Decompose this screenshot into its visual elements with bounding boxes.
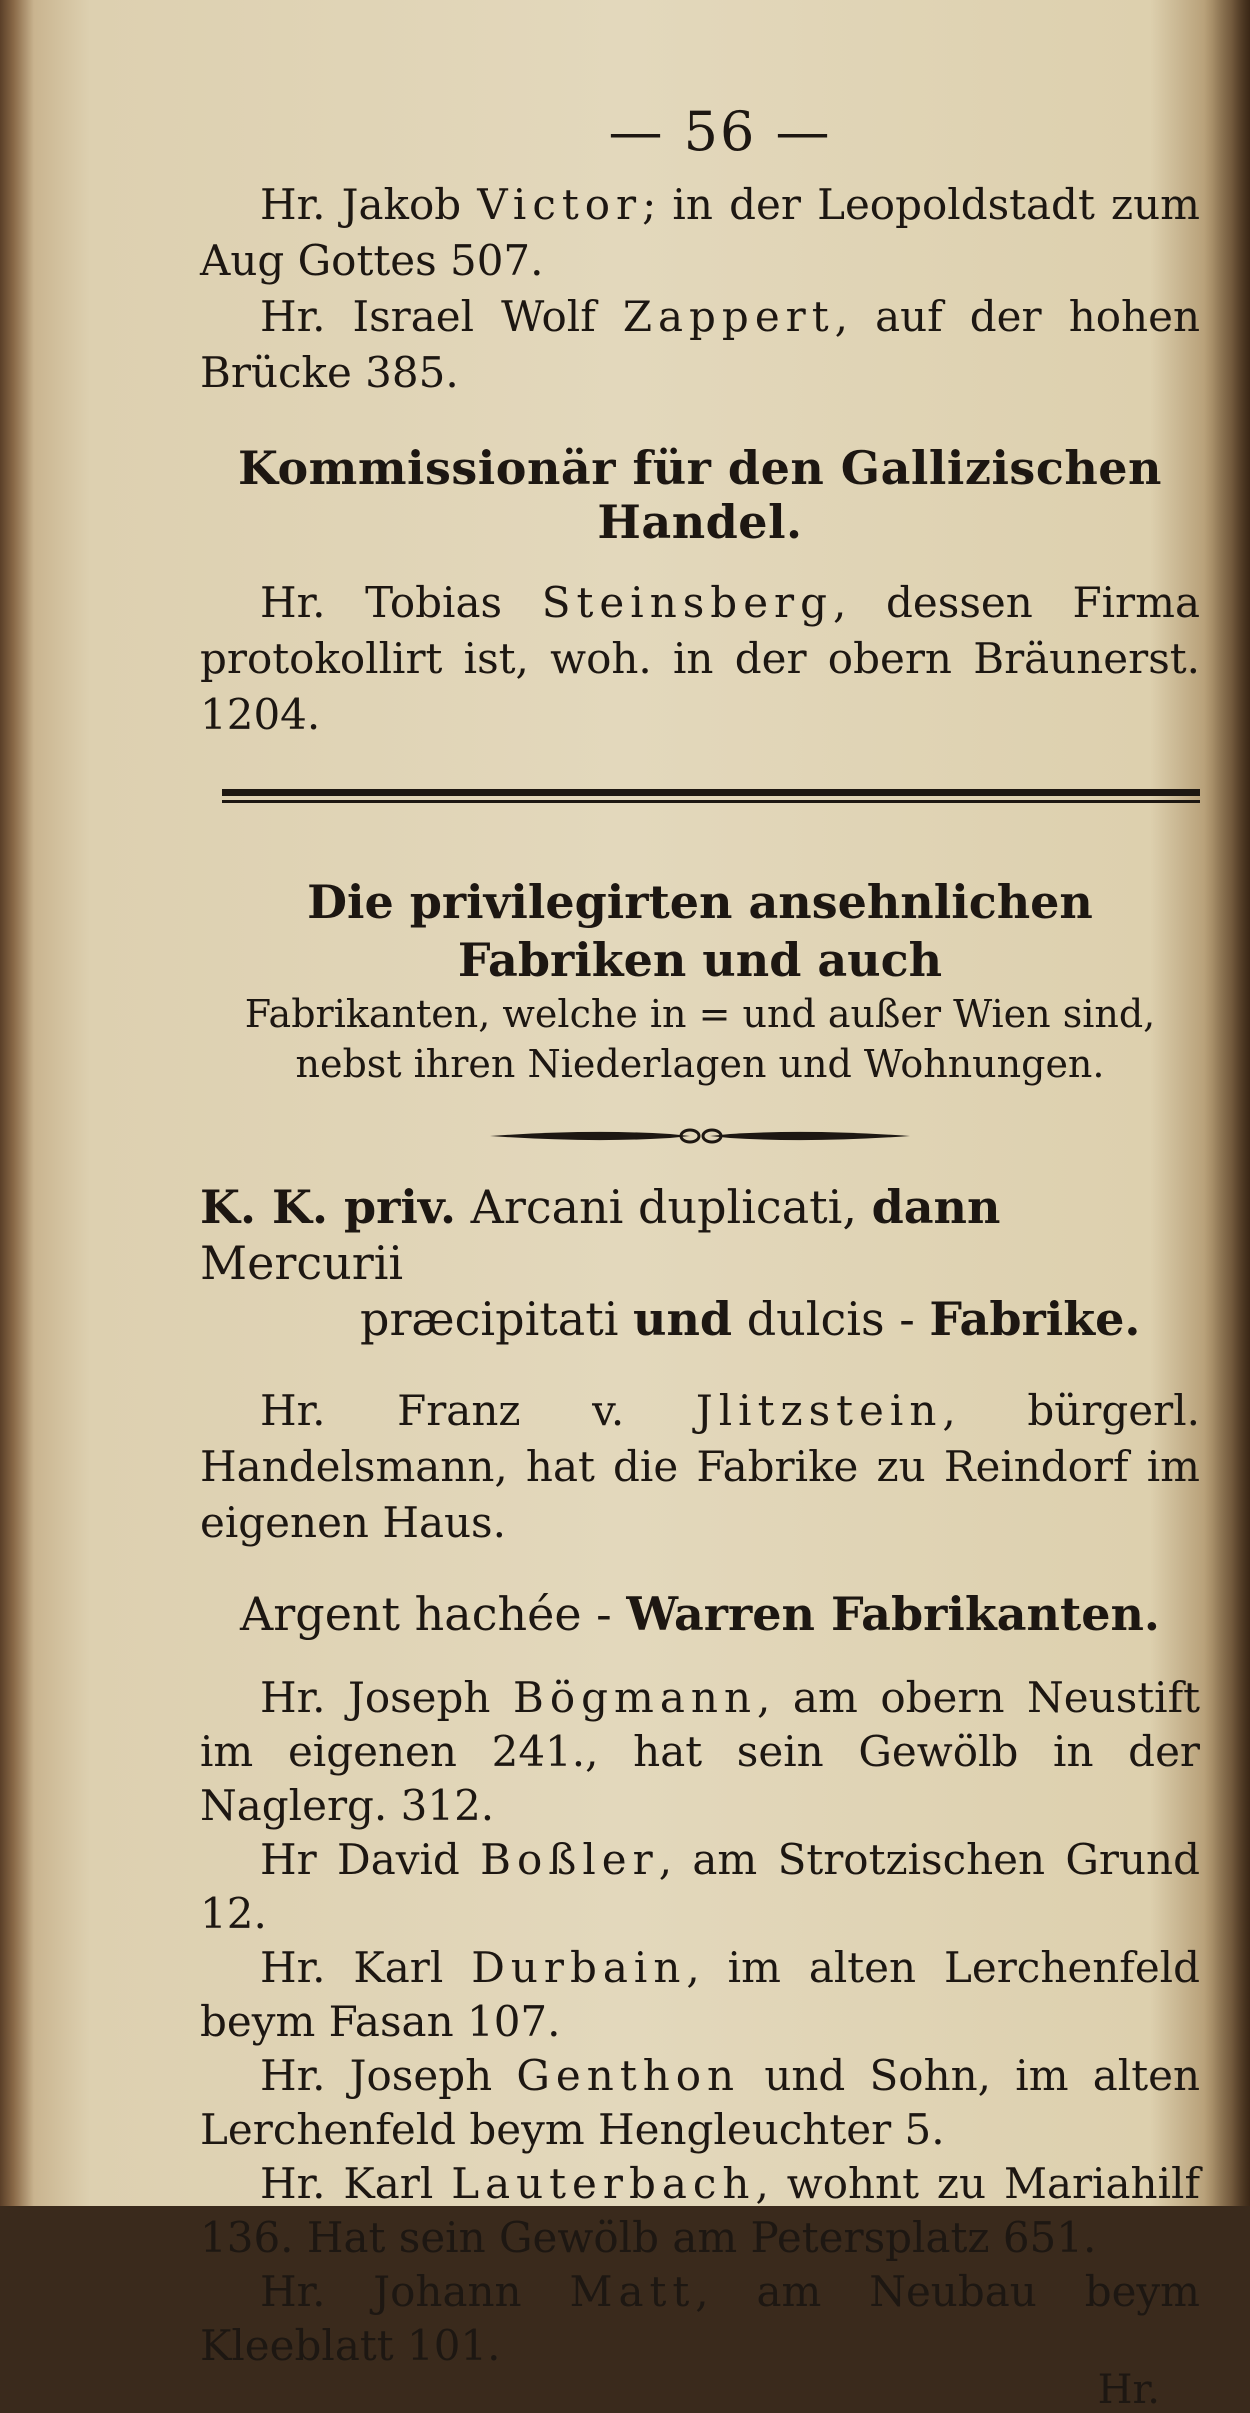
section-title-line3: nebst ihren Niederlagen und Wohnungen.: [295, 1042, 1105, 1086]
entry-rest: , wohnt zu Mariahilf 136. Hat sein Gewölb am Petersplatz 651.: [200, 2159, 1200, 2262]
fabrik-heading-line2: [200, 1291, 1200, 1347]
entry-rest: , am Neubau beym Kleeblatt 101.: [200, 2267, 1200, 2370]
entry-prefix: Hr David: [260, 1835, 481, 1884]
fabrik-heading-latin-1: Arcani duplicati,: [456, 1180, 872, 1234]
entry-victor: [200, 177, 1200, 289]
entry-zappert: [200, 289, 1200, 401]
entry-rest: , auf der hohen Brücke 385.: [200, 292, 1200, 397]
entry-boegmann: [200, 1671, 1200, 1833]
entry-prefix: Hr. Jakob: [260, 180, 478, 229]
entry-name: Steinsberg: [541, 578, 834, 627]
entry-matt: [200, 2265, 1200, 2373]
entry-prefix: Hr. Israel Wolf: [260, 292, 623, 341]
sub-heading-german: Warren Fabrikanten.: [626, 1587, 1160, 1641]
fabrik-heading: [200, 1179, 1200, 1347]
entry-rest: , dessen Firma protokollirt ist, woh. in der obern Bräunerst. 1204.: [200, 578, 1201, 739]
entry-name: Bögmann: [513, 1673, 758, 1722]
entry-prefix: Hr. Johann: [260, 2267, 570, 2316]
entry-prefix: Hr. Karl: [260, 2159, 452, 2208]
page-number: — 56 —: [608, 100, 832, 163]
entry-steinsberg: [200, 575, 1200, 743]
entry-name: Matt: [569, 2267, 696, 2316]
catchword: Hr.: [1097, 2367, 1160, 2413]
section-title-line2: Fabrikanten, welche in = und außer Wien sind,: [244, 992, 1156, 1036]
section-divider-rule: [222, 789, 1200, 803]
entry-prefix: Hr. Karl: [260, 1943, 472, 1992]
entry-rest: , am obern Neustift im eigenen 241., hat sein Gewölb in der Naglerg. 312.: [200, 1673, 1200, 1830]
entry-rest: , am Strotzischen Grund 12.: [200, 1835, 1200, 1938]
fabrik-heading-mercurii: Mercurii: [200, 1236, 404, 1290]
entry-prefix: Hr. Joseph: [260, 1673, 514, 1722]
fabrik-heading-praecipitati: præcipitati: [360, 1292, 634, 1346]
fabrik-heading-kk-priv: K. K. priv.: [200, 1180, 457, 1234]
entry-rest: und Sohn, im alten Lerchenfeld beym Hengleuchter 5.: [200, 2051, 1200, 2154]
entry-name: Victor: [477, 180, 643, 229]
fabrik-heading-line1: [200, 1179, 1200, 1291]
section-title-line1: Die privilegirten ansehnlichen Fabriken und auch: [307, 875, 1093, 987]
page-content: [200, 100, 1200, 2413]
entry-prefix: Hr. Tobias: [260, 578, 542, 627]
entry-name: Durbain: [471, 1943, 687, 1992]
entry-name: Zappert: [622, 292, 835, 341]
page-edge-shadow: [1204, 0, 1250, 2206]
ornament-divider: [200, 1123, 1200, 1149]
entry-lauterbach: [200, 2157, 1200, 2265]
ornament-divider-icon: [490, 1123, 910, 1149]
entry-genthon: [200, 2049, 1200, 2157]
entry-prefix: Hr. Franz v.: [260, 1386, 696, 1435]
fabrik-heading-dulcis: dulcis -: [732, 1292, 930, 1346]
entry-prefix: Hr. Joseph: [260, 2051, 517, 2100]
entry-name: Lauterbach: [451, 2159, 756, 2208]
heading-galicia: Kommissionär für den Gallizischen Handel.: [238, 441, 1162, 549]
entry-name: Genthon: [516, 2051, 741, 2100]
entry-name: Boßler: [480, 1835, 659, 1884]
sub-heading-argent: [200, 1587, 1200, 1641]
fabrik-heading-und: und: [633, 1292, 733, 1346]
entry-rest: ; in der Leopoldstadt zum Aug Gottes 507.: [200, 180, 1201, 285]
fabrik-heading-fabrike: Fabrike.: [929, 1292, 1141, 1346]
fabrik-heading-dann: dann: [871, 1180, 1001, 1234]
entry-name: Jlitzstein: [695, 1386, 943, 1435]
section-title: [200, 873, 1200, 1089]
entry-jlitzstein: [200, 1383, 1200, 1551]
entry-rest: , bürgerl. Handelsmann, hat die Fabrike zu Reindorf im eigenen Haus.: [200, 1386, 1200, 1547]
sub-heading-latin: Argent hachée -: [240, 1587, 627, 1641]
entry-bossler: [200, 1833, 1200, 1941]
entry-rest: , im alten Lerchenfeld beym Fasan 107.: [200, 1943, 1201, 2046]
entry-durbain: [200, 1941, 1200, 2049]
